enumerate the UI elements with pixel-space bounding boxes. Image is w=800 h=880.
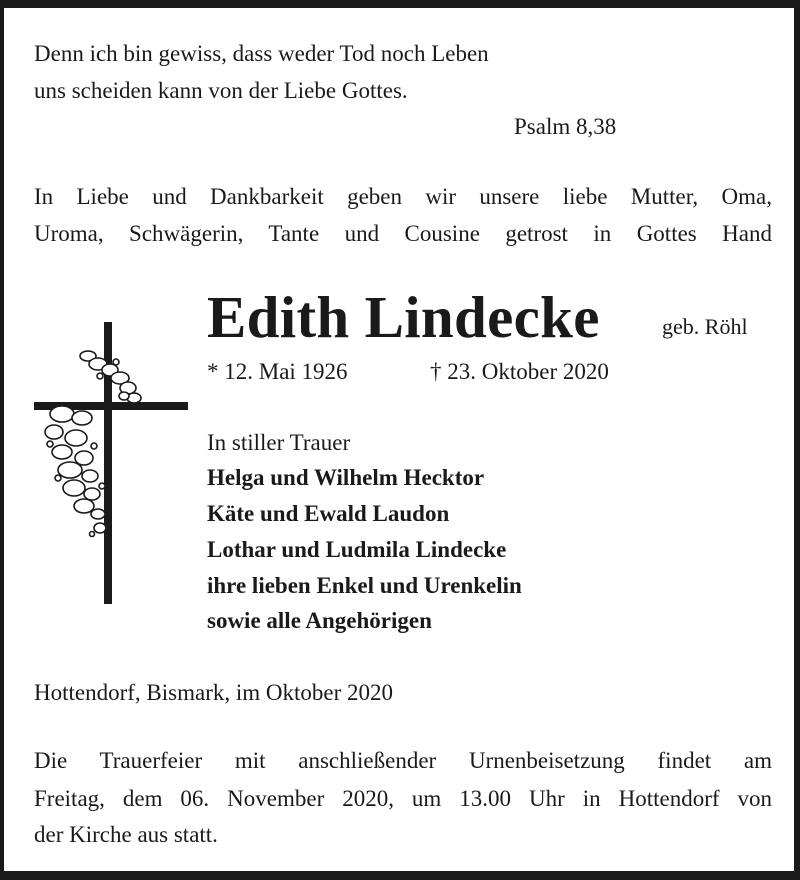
- mourner-name: Helga und Wilhelm Hecktor: [207, 465, 485, 490]
- deceased-name: Edith Lindecke: [207, 284, 600, 350]
- verse-line-1: Denn ich bin gewiss, dass weder Tod noch Leben: [34, 41, 489, 66]
- mourner-name: sowie alle Angehörigen: [207, 608, 432, 633]
- ceremony-line-2: Freitag, dem 06. November 2020, um 13.00 Uhr in Hottendorf von: [34, 786, 772, 811]
- mourner-name: ihre lieben Enkel und Urenkelin: [207, 573, 522, 598]
- cross-with-flowers-icon: [32, 318, 192, 608]
- maiden-name: geb. Röhl: [662, 314, 748, 339]
- mourners-heading: In stiller Trauer: [207, 430, 351, 455]
- death-date: † 23. Oktober 2020: [430, 359, 609, 384]
- ceremony-line-1: Die Trauerfeier mit anschließender Urnenbeisetzung findet am: [34, 748, 772, 773]
- intro-line-1: In Liebe und Dankbarkeit geben wir unsere liebe Mutter, Oma,: [34, 184, 772, 209]
- mourner-name: Lothar und Ludmila Lindecke: [207, 537, 507, 562]
- place-date: Hottendorf, Bismark, im Oktober 2020: [34, 680, 394, 705]
- verse-reference: Psalm 8,38: [514, 114, 617, 139]
- intro-line-2: Uroma, Schwägerin, Tante und Cousine getrost in Gottes Hand: [34, 221, 772, 246]
- ceremony-line-3: der Kirche aus statt.: [34, 822, 218, 847]
- verse-line-2: uns scheiden kann von der Liebe Gottes.: [34, 78, 408, 103]
- birth-date: * 12. Mai 1926: [207, 359, 348, 384]
- mourner-name: Käte und Ewald Laudon: [207, 501, 450, 526]
